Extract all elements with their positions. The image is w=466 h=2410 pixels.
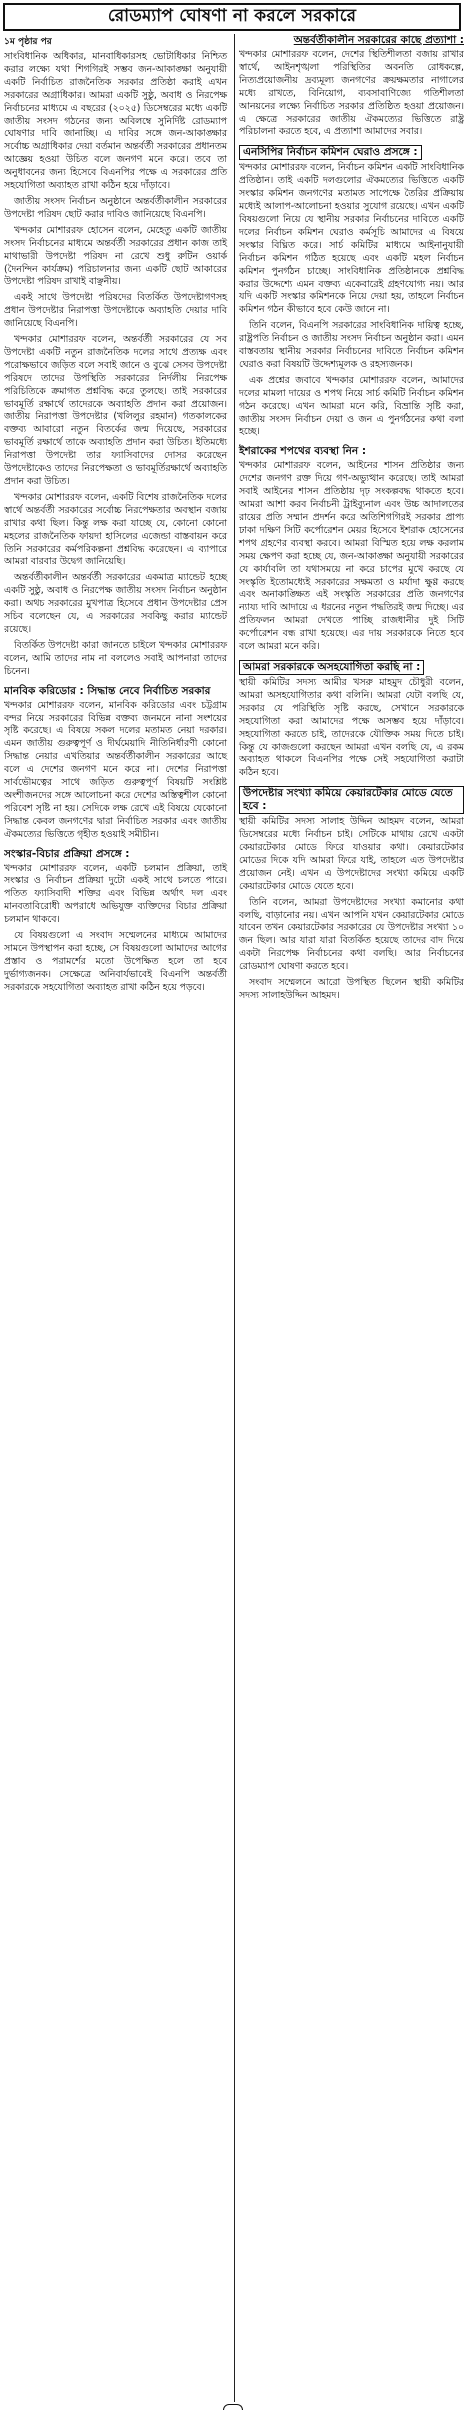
article-paragraph: খন্দকার মোশাররফ বলেন, অন্তর্বর্তী সরকারের যে সব উপদেষ্টা একটি নতুন রাজনৈতিক দলের সাথে প্রত্যক্ষ এবং পরোক্ষভাবে জড়িত বলে সবাই জানে ও বুঝে সেসব উপদেষ্টা পরিষদে তাদের উপস্থিতি সরকারের নির্দলীয় নিরপেক্ষ পরিচিতিকে ক্রমাগত প্রশ্নবিদ্ধ করে তুলছে। তাই সরকারের ভাবমূর্তি রক্ষার্থে তাদেরকে অব্যাহতি প্রদান করা প্রয়োজন। জাতীয় নিরাপত্তা উপদেষ্টার (খলিলুর রহমান) গতকালকের বক্তব্য আবারো নতুন বিতর্কের জন্ম দিয়েছে, সরকারের ভাবমূর্তি রক্ষার্থে তাকে অব্যাহতি প্রদান করা উচিত। ইতিমধ্যে নিরাপত্তা উপদেষ্টা তার ফ্যাসিবাদের দোসর করেছেন উপদেষ্টাকেও তাদের নিরপেক্ষতা ও ভাবমূর্তিরক্ষার্থে অব্যাহতি প্রদান করা উচিত।: [4, 334, 227, 487]
article-paragraph: সাংবিধানিক অধিকার, মানবাধিকারসহ ভোটাধিকার নিশ্চিত করার লক্ষ্যে যথা শিগগিরই সম্ভব জন-আকাঙ্ক্ষা অনুযায়ী একটি নির্বাচিত রাজনৈতিক সরকার প্রতিষ্ঠা করাই এখন সরকারের অগ্রাধিকার। আমরা একটি সুষ্ঠু, অবাধ ও নিরপেক্ষ নির্বাচনের মাধ্যমে এ বছরের (২০২৫) ডিসেম্বরের মধ্যে একটি জাতীয় সংসদ গঠনের জন্য অবিলম্বে সুনির্দিষ্ট রোডম্যাপ ঘোষণার দাবি জানাচ্ছি। এ দাবির সঙ্গে জন-আকাঙ্ক্ষার সর্বোচ্চ অগ্রাধিকার দেয়া বর্তমান অন্তর্বর্তী সরকারের প্রধানতম আজ্ঞেয় হওয়া উচিত বলে জনগণ মনে করে। তবে তা অনুধাবনের জন্য হিসেবে বিএনপির পক্ষে এ সরকারের প্রতি সহযোগিতা অব্যাহত রাখা কঠিন হয়ে দাঁড়াবে।: [4, 51, 227, 192]
article-paragraph: স্থায়ী কমিটির সদস্য সালাহ উদ্দিন আহমদ বলেন, আমরা ডিসেম্বরের মধ্যে নির্বাচন চাই। সেটিকে মাথায় রেখে একটা কেয়ারটেকার মোডে ফিরে যাওয়ার কথা। কেয়ারটেকার মোডের দিকে যদি আমরা ফিরে যাই, তাহলে এত উপদেষ্টার প্রয়োজন নেই। এখন এ উপদেষ্টাদের সংখ্যা কমিয়ে একটি কেয়ারটেকার মোডে যেতে হবে।: [239, 816, 464, 892]
right-column: [237, 34, 464, 2402]
article-paragraph: যে বিষয়গুলো এ সংবাদ সম্মেলনের মাধ্যমে আমাদের সামনে উপস্থাপন করা হচ্ছে, সে বিষয়গুলো আমাদের আগের প্রস্তাব ও পরামর্শের মতো উপেক্ষিত হলে তা হবে দুর্ভাগ্যজনক। সেক্ষেত্রে অনিবার্যভাবেই বিএনপি অন্তর্বর্তী সরকারকে সহযোগিতা অব্যাহত রাখা কঠিন হয়ে পড়বে।: [4, 930, 227, 993]
headline: রোডম্যাপ ঘোষণা না করলে সরকারে: [3, 3, 461, 31]
article-paragraph: জাতীয় সংসদ নির্বাচন অনুষ্ঠানে অন্তর্বর্তীকালীন সরকারের উপদেষ্টা পরিষদ ছোট করার দাবিও জানিয়েছে বিএনপি।: [4, 195, 227, 220]
section-heading-caretaker-mode: [239, 786, 464, 814]
article-paragraph: খন্দকার মোশাররফ বলেন, দেশের স্থিতিশীলতা বজায় রাখার স্বার্থে, আইনশৃঙ্খলা পরিস্থিতির অবনতি রোধকল্পে, নিত্যপ্রয়োজনীয় দ্রব্যমূল্য জনগণের ক্রয়ক্ষমতার নাগালের মধ্যে রাখতে, বিনিয়োগ, ব্যবসাবাণিজ্যে গতিশীলতা আনয়নের লক্ষ্যে নির্বাচিত সরকার প্রতিষ্ঠিত হওয়া প্রয়োজন। এ ক্ষেত্রে সরকারের জাতীয় ঐকমত্যের ভিত্তিতে রাষ্ট্র পরিচালনা করতে হবে, এ প্রত্যাশা আমাদের সবার।: [239, 49, 464, 138]
section-heading-reform-trial: সংস্কার-বিচার প্রক্রিয়া প্রসঙ্গে :: [4, 847, 130, 860]
section-heading-label: উপদেষ্টার সংখ্যা কমিয়ে কেয়ারটেকার মোডে যেতে হবে :: [239, 786, 464, 814]
continued-marker: ১ম পৃষ্ঠার পর: [4, 37, 52, 47]
section-heading-ishraque-oath: ইশরাকের শপথের ব্যবস্থা নিন :: [239, 445, 367, 458]
article-paragraph: খন্দকার মোশাররফ বলেন, নির্বাচন কমিশন একটি সাংবিধানিক প্রতিষ্ঠান। তাই একটি দলগুলোর ঐকমত্যের ভিত্তিতে একটি সংস্কার কমিশন জনগণের মতামত সাপেক্ষে তৈরির প্রক্রিয়ায় মধ্যেই আলাপ-আলোচনা হওয়ার সুযোগ রয়েছে। এখন একটি বিষয়গুলো নিয়ে যে স্থানীয় সরকার নির্বাচনের দাবিতে একটি দলের নির্বাচন কমিশন ঘেরাও কর্মসূচি আমাদের এ বিষয়ে সংস্কার বিঘ্নিত করে। সার্চ কমিটির মাধ্যমে আইনানুযায়ী নির্বাচন কমিশন গঠিত হয়েছে এবং একটি মহল নির্বাচন কমিশন পুনর্গঠন চাচ্ছে। সাংবিধানিক প্রতিষ্ঠানকে প্রশ্নবিদ্ধ করার উদ্দেশ্যে এমন বক্তব্য একেবারেই গ্রহণযোগ্য নয়। আর যদি একটি সংস্কার কমিশনকে নিয়ে দেয়া হয়, তাহলে নির্বাচন কমিশন গঠন কীভাবে হবে কেউ জানে না।: [239, 162, 464, 316]
article-paragraph: খন্দকার মোশাররফ হোসেন বলেন, মেহেতু একটি জাতীয় সংসদ নির্বাচনের মাধ্যমে অন্তর্বর্তী সরকারের প্রধান কাজ তাই মাথাভারী উপদেষ্টা পরিষদ না রেখে শুধু রুটিন ওয়ার্ক (দৈনন্দিন কার্যক্রম) পরিচালনার জন্য একটি ছোট আকারের উপদেষ্টা পরিষদ রাখাই বাঞ্ছনীয়।: [4, 224, 227, 288]
article-paragraph: বিতর্কিত উপদেষ্টা কারা জানতে চাইলে খন্দকার মোশাররফ বলেন, আমি তাদের নাম না বললেও সবাই আপনারা তাদের চিনেন।: [4, 639, 227, 677]
article-paragraph: তিনি বলেন, আমরা উপদেষ্টাদের সংখ্যা কমানোর কথা বলছি, বাড়ানোর নয়। এখন আপনি যখন কেয়ারটেকার মোডে যাবেন তখন কেয়ারটেকার সরকারের যে উপদেষ্টার সংখ্যা ১০ জন ছিল। আর যারা যারা বিতর্কিত হয়েছে তাদের বাদ দিয়ে একটা নিরপেক্ষ নির্বাচনের কথা বলছি। আর নির্বাচনের রোডম্যাপ ঘোষণা করতে হবে।: [239, 896, 464, 973]
article-paragraph: সংবাদ সম্মেলনে আরো উপস্থিত ছিলেন স্থায়ী কমিটির সদস্য সালাহউদ্দিন আহমদ।: [239, 977, 464, 1001]
article-paragraph: খন্দকার মোশাররফ বলেন, একটি বিশেষ রাজনৈতিক দলের স্বার্থে অন্তর্বর্তী সরকারের সর্বোচ্চ নিরপেক্ষতার অবস্থান বজায় রাখার কথা ছিল। কিন্তু লক্ষ করা যাচ্ছে যে, কোনো কোনো মহলের রাজনৈতিক ফায়দা হাসিলের এজেন্ডা বাস্তবায়ন করে তিনি সরকারের কর্মপরিকল্পনা প্রশ্নবিদ্ধ করেছেন। এ ব্যাপারে আমরা বারবার উদ্বেগ জানিয়েছি।: [4, 491, 227, 568]
left-column: [4, 34, 231, 2402]
article-paragraph: খন্দকার মোশাররফ বলেন, মানবিক করিডোর এবং চট্টগ্রাম বন্দর নিয়ে সরকারের বিভিন্ন বক্তব্য জনমনে নানা সংশয়ের সৃষ্টি করেছে। এ বিষয়ে সকল দলের মতামত নেয়া দরকার। এমন জাতীয় গুরুত্বপূর্ণ ও দীর্ঘমেয়াদি নীতিনির্ধারণী কোনো সিদ্ধান্ত নেয়ার এখতিয়ার অন্তর্বর্তীকালীন সরকারের আছে বলে এ দেশের জনগণ মনে করে না। দেশের নিরাপত্তা সার্বভৌমত্বের সাথে জড়িত গুরুত্বপূর্ণ বিষয়টি সংশ্লিষ্ট অংশীজনদের সঙ্গে আলোচনা করে দেশের অস্তিত্বশীল কোনো পরিবেশ সৃষ্টি না হয়। সেদিকে লক্ষ রেখে এই বিষয়ে যেকোনো সিদ্ধান্ত কেবল জনগণের দ্বারা নির্বাচিত সরকার এবং জাতীয় ঐকমত্যের ভিত্তিতে গৃহীত হওয়াই সমীচীন।: [4, 699, 227, 840]
article-paragraph: তিনি বলেন, বিএনপি সরকারের সাংবিধানিক দায়িত্ব হচ্ছে, রাষ্ট্রপতি নির্বাচন ও জাতীয় সংসদ নির্বাচন অনুষ্ঠান করা। এমন বাস্তবতায় স্থানীয় সরকার নির্বাচনের দাবিতে নির্বাচন কমিশন ঘেরাও করা বিষয়টি উদ্দেশ্যমূলক ও রহস্যজনক।: [239, 320, 464, 370]
article-paragraph: খন্দকার মোশাররফ বলেন, আইনের শাসন প্রতিষ্ঠার জন্য দেশের জনগণ রক্ত দিয়ে গণ-অভ্যুত্থান করেছে। তাই আমরা সবাই আইনের শাসন প্রতিষ্ঠায় দৃঢ় সংকল্পবদ্ধ থাকতে হবে। আমরা আশা করব নির্বাচনী ট্রাইব্যুনাল এবং উচ্চ আদালতের রায়ের প্রতি সম্মান প্রদর্শন করে অতিশিগগিরই সরকার প্রাপ্য ঢাকা দক্ষিণ সিটি কর্পোরেশন মেয়র হিসেবে ইশরাক হোসেনের শপথ গ্রহণের ব্যবস্থা করবে। আমরা বিস্মিত হয়ে লক্ষ করলাম সময় ক্ষেপণ করা হচ্ছে যে, জন-আকাঙ্ক্ষা অনুযায়ী সরকারের যে কার্যাবলি তা যথাসময়ে না করে চাপের মুখে করছে যে সংস্কৃতি ইতোমধ্যেই সরকারের সক্ষমতা ও মর্যাদা ক্ষুণ্ণ করছে এবং অনাকাঙ্ক্ষিত এই সংস্কৃতি সরকারের প্রতি জনগণের ন্যায্য দাবি আদায়ে এ ধরনের নতুন পদ্ধতিরই জন্ম দিচ্ছে। এর প্রতিফলন আমরা দেখতে পাচ্ছি রাজধানীর দুই সিটি কর্পোরেশন বন্ধ রাখা হয়েছে। এর দায় সরকারকে নিতে হবে বলে আমরা মনে করি।: [239, 460, 464, 653]
page-edge-mark: [223, 2404, 243, 2410]
section-heading-ncp-ec: [239, 145, 464, 160]
section-heading-label: এনসিপির নির্বাচন কমিশন ঘেরাও প্রসঙ্গে :: [239, 145, 422, 160]
article-paragraph: স্থায়ী কমিটির সদস্য আমীর খসরু মাহমুদ চৌধুরী বলেন, আমরা অসহযোগিতার কথা বলিনি। আমরা যেটা বলছি যে, সরকার যে পরিস্থিতি সৃষ্টি করছে, সেখানে সরকারকে সহযোগিতা করা আমাদের পক্ষে অসম্ভব হয়ে দাঁড়াবে। সহযোগিতা করতে চাই, তাদেরকে যৌক্তিক সময় দিতে চাই। কিন্তু যে কাজগুলো করছেন আমরা এখন বলছি যে, এ রকম অব্যাহত থাকলে বিএনপির পক্ষে সেই সহযোগিতা করাটা কঠিন হবে।: [239, 676, 464, 779]
article-paragraph: এক প্রশ্নের জবাবে খন্দকার মোশাররফ বলেন, আমাদের দলের মামলা দায়ের ও শপথ নিয়ে সার্চ কমিটি নির্বাচন কমিশন গঠন করেছে। এখন আমরা মনে করি, বিভ্রান্তি সৃষ্টি করা, জাতীয় সংসদ নির্বাচন দেয়া ও জন এ পুনর্গঠনের কথা বলা হচ্ছে।: [239, 374, 464, 438]
article-paragraph: একই সাথে উপদেষ্টা পরিষদের বিতর্কিত উপদেষ্টাগণসহ প্রধান উপদেষ্টার নিরাপত্তা উপদেষ্টাকে অব্যাহতি দেয়ার দাবি জানিয়েছে বিএনপি।: [4, 292, 227, 330]
section-heading-label: আমরা সরকারকে অসহযোগিতা করছি না :: [239, 660, 424, 675]
section-heading-humanitarian-corridor: মানবিক করিডোর : সিদ্ধান্ত নেবে নির্বাচিত সরকার: [4, 684, 211, 697]
column-divider: [234, 34, 235, 2402]
article-paragraph: খন্দকার মোশাররফ বলেন, একটি চলমান প্রক্রিয়া, তাই সংস্কার ও নির্বাচন প্রক্রিয়া দুটো একই সাথে চলতে পারে। পতিত ফ্যাসিবাদী শক্তির এবং বিভিন্ন অর্থাৎ দল এবং মানবতাবিরোধী অপরাধে অভিযুক্ত ব্যক্তিদের বিচার প্রক্রিয়া চলমান থাকবে।: [4, 862, 227, 926]
section-heading-expectations: অন্তর্বর্তীকালীন সরকারের কাছে প্রত্যাশা :: [293, 34, 464, 46]
section-heading-not-noncooperation: [239, 660, 464, 675]
article-paragraph: অন্তর্বর্তীকালীন অন্তর্বর্তী সরকারের একমাত্র ম্যান্ডেট হচ্ছে একটি সুষ্ঠু, অবাধ ও নিরপেক্ষ জাতীয় সংসদ নির্বাচন অনুষ্ঠান করা। অথচ সরকারের মুখপাত্র হিসেবে প্রধান উপদেষ্টার প্রেস সচিব বলেছেন যে, এ সরকারের সবকিছু করার ম্যান্ডেট রয়েছে।: [4, 572, 227, 635]
